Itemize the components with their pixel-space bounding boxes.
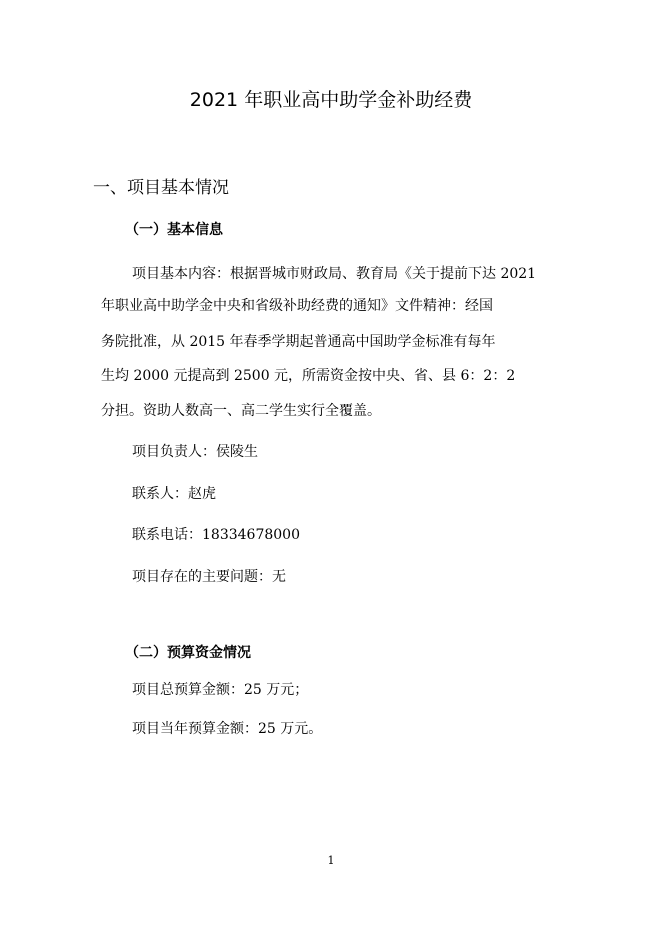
subsection-heading-budget: （二）预算资金情况 bbox=[125, 645, 251, 661]
document-title: 2021 年职业高中助学金补助经费 bbox=[189, 89, 473, 111]
paragraph-line: 分担。资助人数高一、高二学生实行全覆盖。 bbox=[101, 403, 381, 419]
subsection-heading-basic-info: （一）基本信息 bbox=[125, 222, 223, 238]
annual-budget: 项目当年预算金额：25 万元。 bbox=[132, 721, 323, 737]
paragraph-line: 年职业高中助学金中央和省级补助经费的通知》文件精神：经国 bbox=[101, 298, 493, 314]
paragraph-line: 生均 2000 元提高到 2500 元，所需资金按中央、省、县 6：2：2 bbox=[101, 368, 516, 384]
main-issues: 项目存在的主要问题：无 bbox=[132, 569, 286, 585]
page-number: 1 bbox=[327, 854, 335, 867]
paragraph-line: 项目基本内容：根据晋城市财政局、教育局《关于提前下达 2021 bbox=[132, 266, 537, 282]
total-budget: 项目总预算金额：25 万元； bbox=[132, 682, 309, 698]
contact-phone: 联系电话：18334678000 bbox=[132, 527, 300, 543]
paragraph-line: 务院批准，从 2015 年春季学期起普通高中国助学金标准有每年 bbox=[101, 334, 496, 350]
contact-person: 联系人：赵虎 bbox=[132, 486, 216, 502]
project-leader: 项目负责人：侯陵生 bbox=[132, 444, 258, 460]
section-heading-project-basics: 一、项目基本情况 bbox=[93, 178, 229, 198]
